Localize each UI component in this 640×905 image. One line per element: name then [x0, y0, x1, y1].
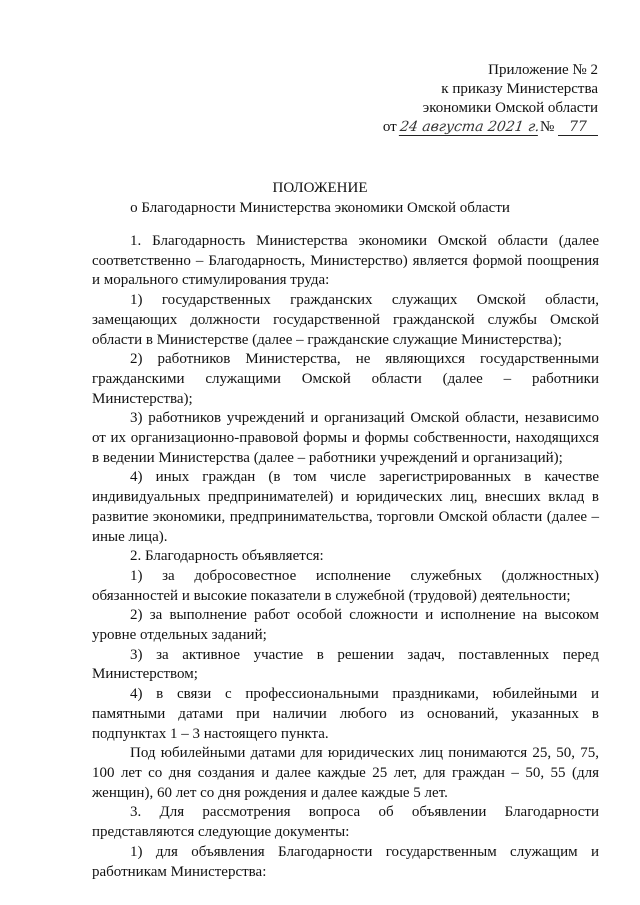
paragraph-3: 3. Для рассмотрения вопроса об объявлении Благодарности представляются следующие документы: — [92, 804, 599, 841]
paragraph-1: 1. Благодарность Министерства экономики Омской области (далее соответственно – Благодарность, Министерство) является формой поощрения и морального стимулирования труда: — [92, 233, 599, 289]
appendix-date-line — [383, 118, 598, 137]
paragraph-2-1: 1) за добросовестное исполнение служебных (должностных) обязанностей и высокие показатели в служебной (трудовой) деятельности; — [92, 567, 599, 604]
handwritten-date: 24 августа 2021 г. — [399, 119, 542, 135]
paragraph-2-2: 2) за выполнение работ особой сложности и исполнение на высоком уровне отдельных заданий; — [92, 607, 599, 644]
appendix-ministry: экономики Омской области — [422, 100, 598, 116]
title-heading: ПОЛОЖЕНИЕ — [272, 180, 368, 196]
title-subheading: о Благодарности Министерства экономики Омской области — [130, 200, 510, 216]
appendix-order-ref: к приказу Министерства — [441, 81, 598, 97]
paragraph-1-4: 4) иных граждан (в том числе зарегистрированных в качестве индивидуальных предпринимателей) и юридических лиц, внесших вклад в развитие экономики, предпринимательства, торговли Омской области (далее – иные лица). — [92, 469, 599, 545]
date-prefix: от — [382, 119, 397, 135]
paragraph-1-2: 2) работников Министерства, не являющихся государственными гражданскими служащими Омской области (далее – работники Министерства); — [92, 351, 599, 407]
paragraph-1-1: 1) государственных гражданских служащих Омской области, замещающих должности государственной гражданской службы Омской области в Министерстве (далее – гражданские служащие Министерства); — [92, 292, 599, 348]
paragraph-2: 2. Благодарность объявляется: — [130, 548, 324, 565]
paragraph-3-1: 1) для объявления Благодарности государственным служащим и работникам Министерства: — [92, 843, 599, 880]
paragraph-2-3: 3) за активное участие в решении задач, поставленных перед Министерством; — [92, 646, 599, 683]
appendix-number: Приложение № 2 — [488, 62, 598, 78]
paragraph-1-3: 3) работников учреждений и организаций Омской области, независимо от их организационно-правовой формы и формы собственности, находящихся в ведении Министерства (далее – работники учреждений и организаций); — [92, 410, 599, 466]
number-sign: № — [539, 119, 555, 135]
appendix-header — [383, 61, 598, 137]
paragraph-2-4: 4) в связи с профессиональными праздниками, юбилейными и памятными датами при наличии любого из оснований, указанных в подпунктах 1 – 3 настоящего пункта. — [92, 686, 599, 742]
handwritten-number: 77 — [558, 119, 598, 136]
document-body — [92, 232, 599, 882]
paragraph-jubilee: Под юбилейными датами для юридических лиц понимаются 25, 50, 75, 100 лет со дня создания и далее каждые 25 лет, для граждан – 50, 55 (для женщин), 60 лет со дня рождения и далее каждые 5 лет. — [92, 745, 599, 801]
document-title — [0, 178, 640, 218]
